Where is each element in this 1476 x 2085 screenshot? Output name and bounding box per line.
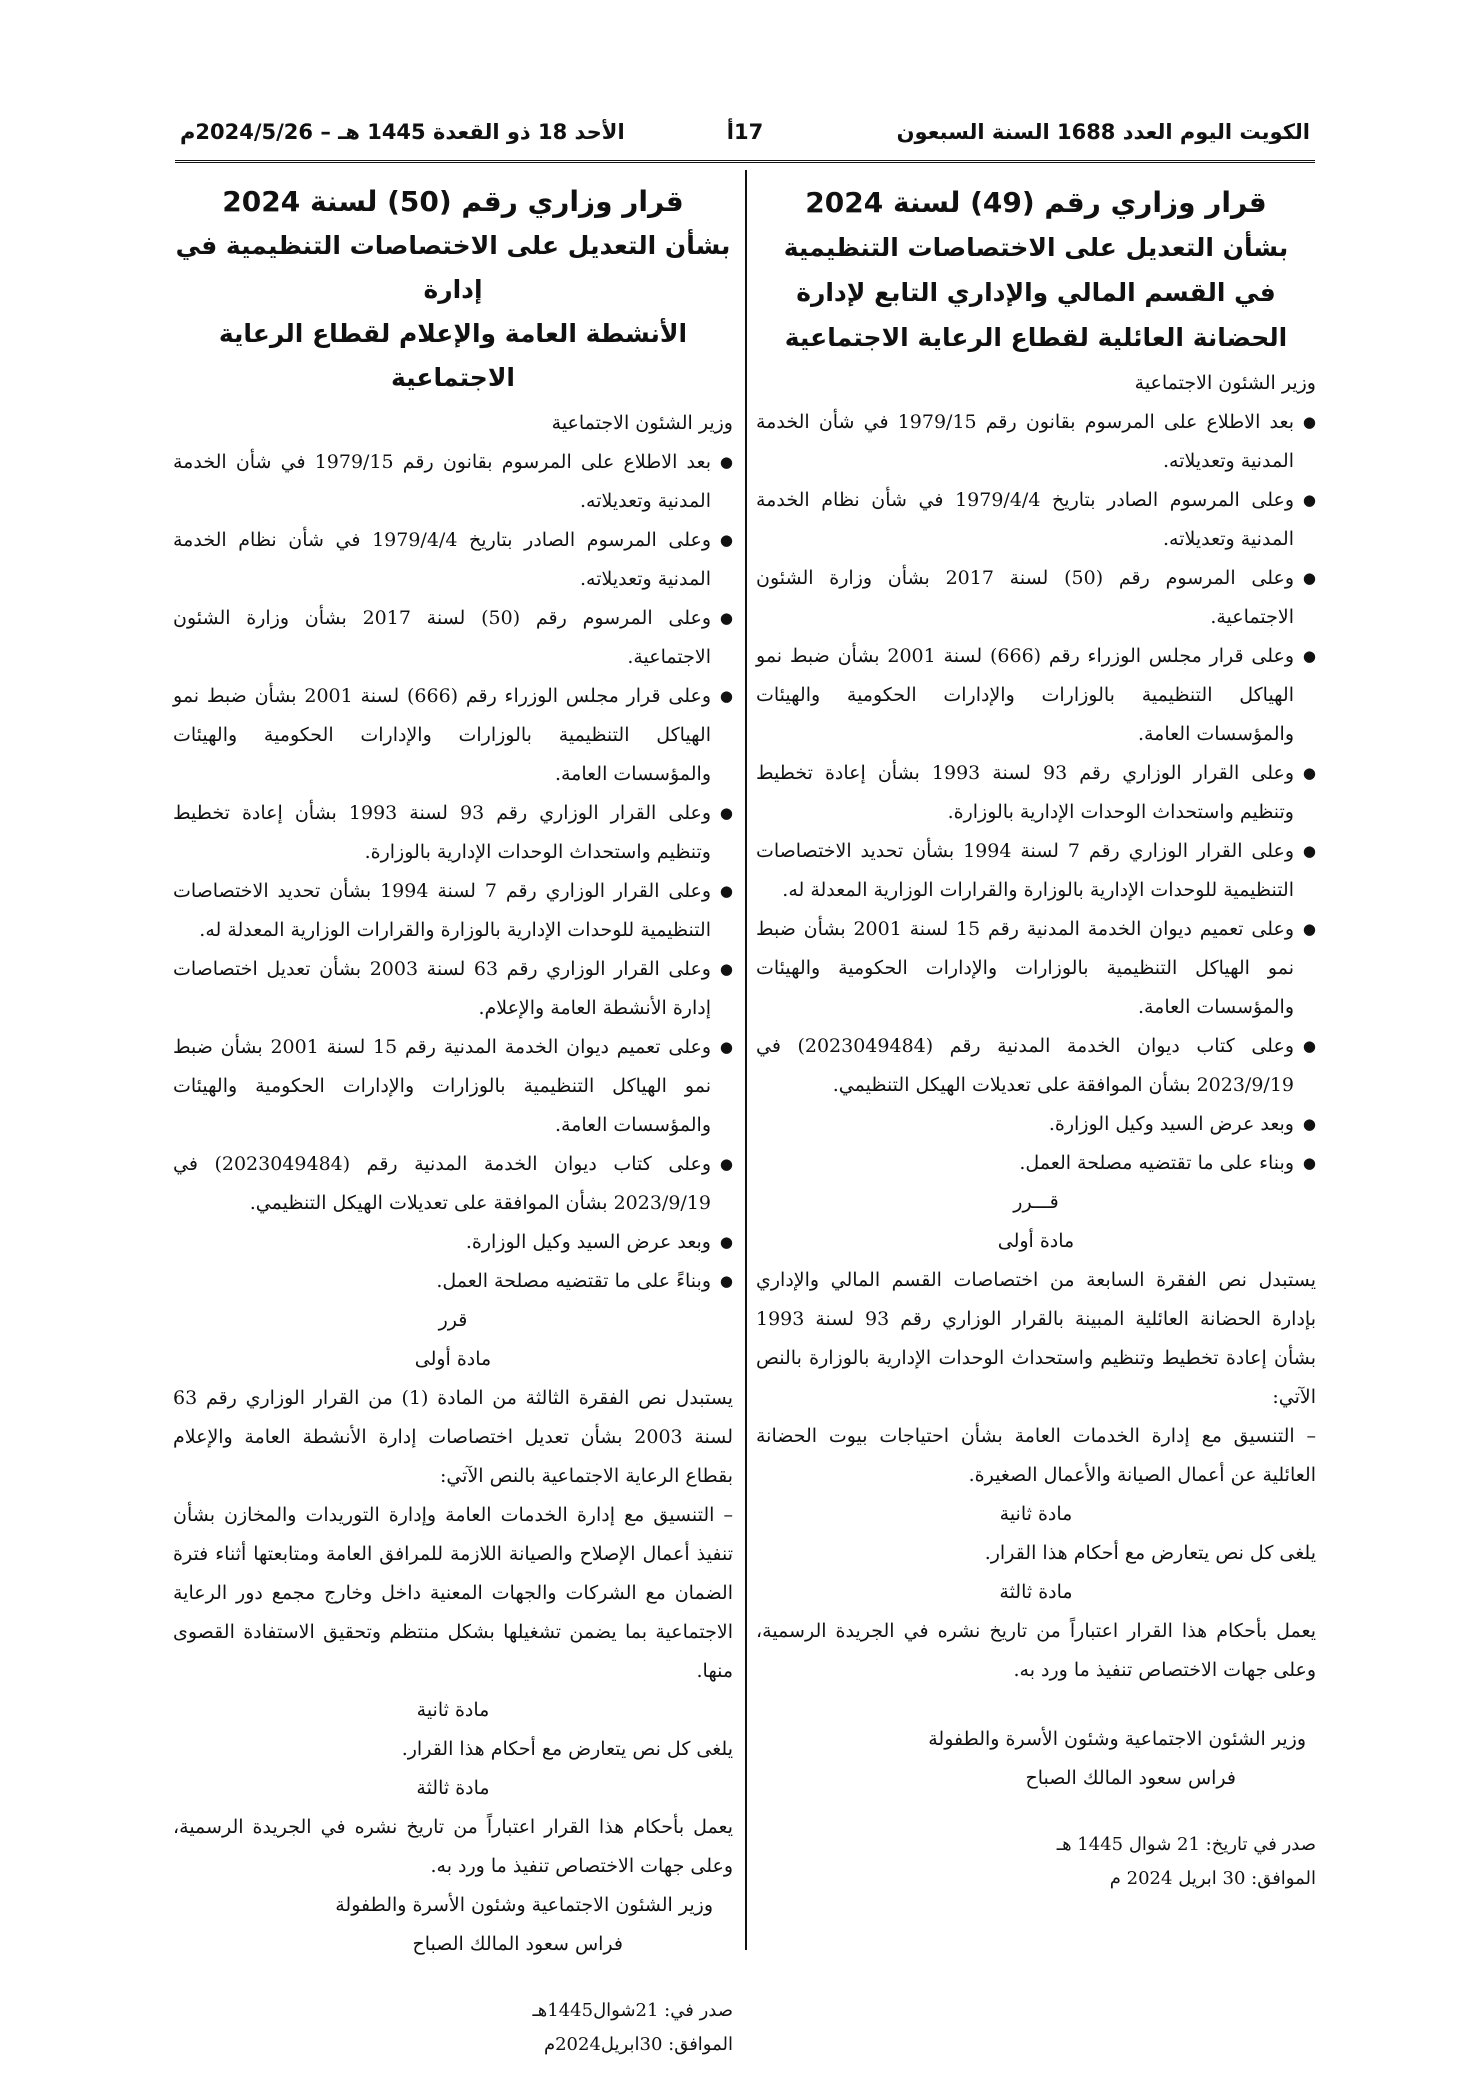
header-page-number: 17أ (726, 120, 764, 144)
decision-50-title: قرار وزاري رقم (50) لسنة 2024 (222, 185, 684, 218)
corresponding-date: الموافق: 30 ابريل 2024 م (1109, 1868, 1316, 1889)
header-issue: الكويت اليوم العدد 1688 السنة السبعون (896, 120, 1310, 144)
minister-line: وزير الشئون الاجتماعية (1134, 372, 1316, 394)
issued-date: صدر في: 21شوال1445هـ (532, 2000, 733, 2021)
column-divider (745, 170, 747, 1950)
decided-heading: قـــرر (1013, 1191, 1059, 1213)
preamble-item: ● وعلى القرار الوزاري رقم 93 لسنة 1993 بشأن إعادة تخطيط وتنظيم واستحداث الوحدات الإدارية بالوزارة. (756, 754, 1316, 832)
preamble-item: ● وعلى كتاب ديوان الخدمة المدنية رقم (2023049484) في 2023/9/19 بشأن الموافقة على تعديلات الهيكل التنظيمي. (756, 1027, 1316, 1105)
spacer (173, 1964, 733, 1994)
preamble-item: ● وعلى المرسوم الصادر بتاريخ 1979/4/4 في شأن نظام الخدمة المدنية وتعديلاته. (756, 481, 1316, 559)
issued-date: صدر في تاريخ: 21 شوال 1445 هـ (1056, 1834, 1316, 1855)
decision-50-subtitle-2: الأنشطة العامة والإعلام لقطاع الرعاية الاجتماعية (218, 319, 688, 392)
article-1-item: – التنسيق مع إدارة الخدمات العامة بشأن احتياجات بيوت الحضانة العائلية عن أعمال الصيانة والأعمال الصغيرة. (756, 1425, 1316, 1486)
decision-49-title: قرار وزاري رقم (49) لسنة 2024 (805, 186, 1267, 219)
article-1-heading: مادة أولى (997, 1230, 1075, 1252)
decision-49-column (756, 180, 1316, 1896)
article-3-heading: مادة ثالثة (999, 1581, 1073, 1603)
article-2-heading: مادة ثانية (999, 1503, 1073, 1525)
preamble-item: ● وبعد عرض السيد وكيل الوزارة. (756, 1105, 1316, 1144)
preamble-item: ● وبناء على ما تقتضيه مصلحة العمل. (756, 1144, 1316, 1183)
article-2-heading: مادة ثانية (416, 1699, 490, 1721)
article-2-text: يلغى كل نص يتعارض مع أحكام هذا القرار. (984, 1542, 1316, 1564)
minister-line: وزير الشئون الاجتماعية (551, 412, 733, 434)
decided-heading: قرر (438, 1309, 468, 1331)
signature-title: وزير الشئون الاجتماعية وشئون الأسرة والطفولة (928, 1728, 1306, 1750)
signature-name: فراس سعود المالك الصباح (412, 1933, 623, 1955)
preamble-item: ● وعلى قرار مجلس الوزراء رقم (666) لسنة 2001 بشأن ضبط نمو الهياكل التنظيمية بالوزارات والإدارات الحكومية والهيئات والمؤسسات العامة. (756, 637, 1316, 754)
decision-49-subtitle-2: في القسم المالي والإداري التابع لإدارة (796, 278, 1276, 307)
preamble-item: ● وعلى قرار مجلس الوزراء رقم (666) لسنة 2001 بشأن ضبط نمو الهياكل التنظيمية بالوزارات والإدارات الحكومية والهيئات والمؤسسات العامة. (173, 677, 733, 794)
decision-49-subtitle-1: بشأن التعديل على الاختصاصات التنظيمية (783, 233, 1289, 262)
preamble-item: ● وعلى القرار الوزاري رقم 63 لسنة 2003 بشأن تعديل اختصاصات إدارة الأنشطة العامة والإعلام. (173, 950, 733, 1028)
preamble-item: ● وبناءً على ما تقتضيه مصلحة العمل. (173, 1262, 733, 1301)
spacer (756, 1690, 1316, 1720)
article-2-text: يلغى كل نص يتعارض مع أحكام هذا القرار. (401, 1738, 733, 1760)
preamble-item: ● بعد الاطلاع على المرسوم بقانون رقم 1979/15 في شأن الخدمة المدنية وتعديلاته. (173, 443, 733, 521)
article-3-heading: مادة ثالثة (416, 1777, 490, 1799)
article-1-heading: مادة أولى (414, 1348, 492, 1370)
preamble-item: ● وعلى القرار الوزاري رقم 93 لسنة 1993 بشأن إعادة تخطيط وتنظيم واستحداث الوحدات الإدارية بالوزارة. (173, 794, 733, 872)
preamble-item: ● وبعد عرض السيد وكيل الوزارة. (173, 1223, 733, 1262)
article-1-text: يستبدل نص الفقرة الثالثة من المادة (1) من القرار الوزاري رقم 63 لسنة 2003 بشأن تعديل اختصاصات إدارة الأنشطة العامة والإعلام بقطاع الرعاية الاجتماعية بالنص الآتي: (173, 1387, 733, 1487)
article-1-text: يستبدل نص الفقرة السابعة من اختصاصات القسم المالي والإداري بإدارة الحضانة العائلية المبينة بالقرار الوزاري رقم 93 لسنة 1993 بشأن إعادة تخطيط وتنظيم واستحداث الوحدات الإدارية بالوزارة بالنص الآتي: (756, 1269, 1316, 1408)
preamble-item: ● وعلى تعميم ديوان الخدمة المدنية رقم 15 لسنة 2001 بشأن ضبط نمو الهياكل التنظيمية بالوزارات والإدارات الحكومية والهيئات والمؤسسات العامة. (756, 910, 1316, 1027)
article-3-text: يعمل بأحكام هذا القرار اعتباراً من تاريخ نشره في الجريدة الرسمية، وعلى جهات الاختصاص تنفيذ ما ورد به. (173, 1816, 733, 1877)
preamble-list (756, 403, 1316, 1183)
preamble-item: ● وعلى تعميم ديوان الخدمة المدنية رقم 15 لسنة 2001 بشأن ضبط نمو الهياكل التنظيمية بالوزارات والإدارات الحكومية والهيئات والمؤسسات العامة. (173, 1028, 733, 1145)
header-date: الأحد 18 ذو القعدة 1445 هـ – 2024/5/26م (180, 120, 625, 144)
signature-name: فراس سعود المالك الصباح (1025, 1767, 1236, 1789)
decision-50-subtitle-1: بشأن التعديل على الاختصاصات التنظيمية في إدارة (175, 231, 731, 304)
decision-50-column (173, 180, 733, 2062)
preamble-item: ● وعلى القرار الوزاري رقم 7 لسنة 1994 بشأن تحديد الاختصاصات التنظيمية للوحدات الإدارية بالوزارة والقرارات الوزارية المعدلة له. (173, 872, 733, 950)
article-1-item: – التنسيق مع إدارة الخدمات العامة وإدارة التوريدات والمخازن بشأن تنفيذ أعمال الإصلاح والصيانة اللازمة للمرافق العامة ومتابعتها أثناء فترة الضمان مع الشركات والجهات المعنية داخل وخارج مجمع دور الرعاية الاجتماعية بما يضمن تشغيلها بشكل منتظم وتحقيق الاستفادة القصوى منها. (173, 1504, 733, 1682)
preamble-item: ● وعلى المرسوم رقم (50) لسنة 2017 بشأن وزارة الشئون الاجتماعية. (173, 599, 733, 677)
preamble-item: ● وعلى المرسوم الصادر بتاريخ 1979/4/4 في شأن نظام الخدمة المدنية وتعديلاته. (173, 521, 733, 599)
page-header (180, 120, 1310, 154)
preamble-item: ● وعلى القرار الوزاري رقم 7 لسنة 1994 بشأن تحديد الاختصاصات التنظيمية للوحدات الإدارية بالوزارة والقرارات الوزارية المعدلة له. (756, 832, 1316, 910)
corresponding-date: الموافق: 30ابريل2024م (543, 2034, 733, 2055)
preamble-list (173, 443, 733, 1301)
header-rule (175, 160, 1315, 163)
spacer (756, 1798, 1316, 1828)
preamble-item: ● وعلى المرسوم رقم (50) لسنة 2017 بشأن وزارة الشئون الاجتماعية. (756, 559, 1316, 637)
article-3-text: يعمل بأحكام هذا القرار اعتباراً من تاريخ نشره في الجريدة الرسمية، وعلى جهات الاختصاص تنفيذ ما ورد به. (756, 1620, 1316, 1681)
preamble-item: ● وعلى كتاب ديوان الخدمة المدنية رقم (2023049484) في 2023/9/19 بشأن الموافقة على تعديلات الهيكل التنظيمي. (173, 1145, 733, 1223)
preamble-item: ● بعد الاطلاع على المرسوم بقانون رقم 1979/15 في شأن الخدمة المدنية وتعديلاته. (756, 403, 1316, 481)
decision-49-subtitle-3: الحضانة العائلية لقطاع الرعاية الاجتماعية (784, 323, 1288, 352)
signature-title: وزير الشئون الاجتماعية وشئون الأسرة والطفولة (335, 1894, 713, 1916)
